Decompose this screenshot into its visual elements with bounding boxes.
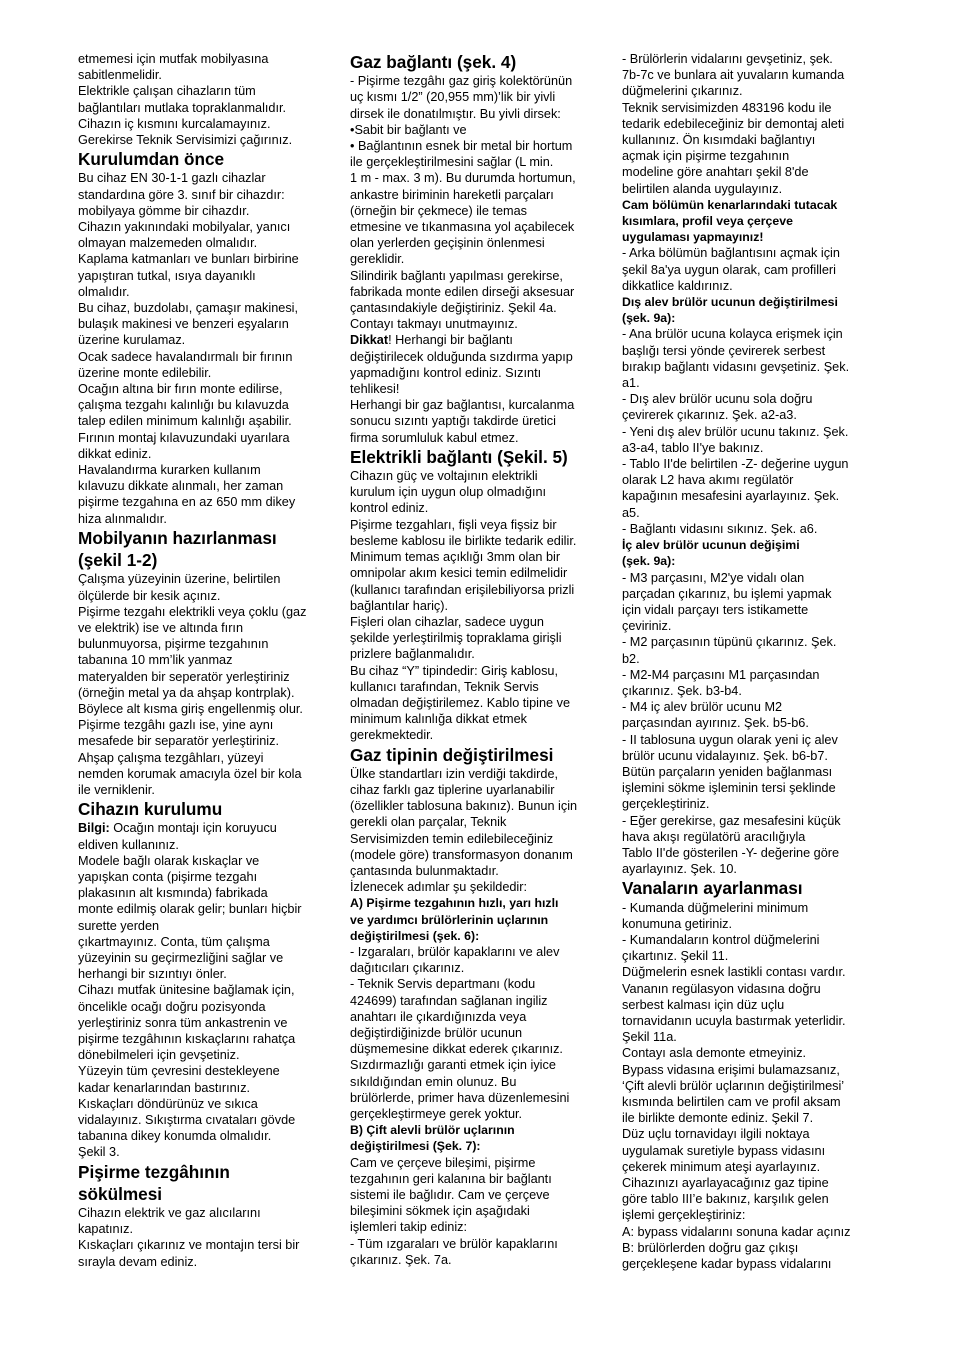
section-heading: sökülmesi xyxy=(78,1183,163,1204)
text-line: kurulum için uygun olup olmadığını xyxy=(350,485,547,500)
text-line: - Yeni dış alev brülör ucunu takınız. Şek. xyxy=(622,424,849,439)
text-line: çantasında bulunmaktadır. xyxy=(350,863,499,878)
text-line: a3-a4, tablo II'ye bakınız. xyxy=(622,440,764,455)
text-line: yapmadığını kontrol ediniz. Sızıntı xyxy=(350,365,542,380)
text-line xyxy=(350,332,604,348)
text-line: anahtarı ile çıkardığınızda veya xyxy=(350,1009,527,1024)
text-line: monte edilmiş olarak gelir; bunları hiçbir xyxy=(78,902,302,917)
text-line: • Bağlantının esnek bir metal bir hortum xyxy=(350,139,573,154)
text-line: Şekil 11a. xyxy=(622,1030,677,1045)
text-line: Tablo II'de gösterilen -Y- değerine göre xyxy=(622,845,840,860)
section-heading: Kurulumdan önce xyxy=(78,149,225,170)
text-line: yapıştıran tutkal, ısıya dayanıklı xyxy=(78,268,256,283)
text-line: 424699) tarafından sağlanan ingiliz xyxy=(350,993,548,1008)
text-line: üzerine kurulamaz. xyxy=(78,333,186,348)
text-line: fabrikada monte edilen dirseği aksesuar xyxy=(350,284,575,299)
text-line: nemden korumak amacıyla özel bir kola xyxy=(78,766,302,781)
text-line: tabanına dikey konumda olmalıdır. xyxy=(78,1129,272,1144)
text-line: Kıskaçları çıkarınız ve montajın tersi bir xyxy=(78,1238,300,1253)
text-line: Bu cihaz, buzdolabı, çamaşır makinesi, xyxy=(78,301,299,316)
text-line: - Brülörlerin vidalarını gevşetiniz, şek. xyxy=(622,52,833,66)
text-line: prizlere bağlanmalıdır. xyxy=(350,647,475,662)
text-line: kullanınız. Ön kısımdaki bağlantıyı xyxy=(622,133,816,148)
text-line: Cihazın güç ve voltajının elektrikli xyxy=(350,469,538,484)
text-line: Elektrikle çalışan cihazların tüm xyxy=(78,84,256,99)
text-line: yüzeyinin su geçirmezliğini sağlar ve xyxy=(78,950,284,965)
text-line: dikkat ediniz. xyxy=(78,446,152,461)
text-line: dirsek ile donatılmıştır. Bu yivli dirsek: xyxy=(350,106,561,121)
text-line: (özellikler tablosuna bakınız). Bunun için xyxy=(350,799,578,814)
text-line: firma sorumluluk kabul etmez. xyxy=(350,430,519,445)
text-line: tehlikesi! xyxy=(350,382,400,397)
text-line: işlemi gerçekleştiriniz: xyxy=(622,1208,746,1223)
text-line: Ülke standartları izin verdiği takdirde, xyxy=(350,766,559,781)
section-heading: Cihazın kurulumu xyxy=(78,799,223,820)
text-line: - Kumanda düğmelerini minimum xyxy=(622,900,809,915)
text-line: - M2 parçasının tüpünü çıkarınız. Şek. xyxy=(622,635,837,650)
text-line: - Ana brülör ucuna kolayca erişmek için xyxy=(622,327,843,342)
text-line: bağlantıları mutlaka topraklanmalıdır. xyxy=(78,100,287,115)
text-line: herhangi bir sızıntıyı önler. xyxy=(78,967,227,982)
text-line: - M4 iç alev brülör ucunu M2 xyxy=(622,700,783,715)
text-line: gerçekleşene kadar bypass vidalarını xyxy=(622,1257,832,1272)
text-line: kısmında belirtilen cam ve profil aksam xyxy=(622,1095,841,1109)
text-line: modeline göre anahtarı şekil 8'de xyxy=(622,165,809,180)
text-line: Düğmelerin esnek lastikli contası vardır. xyxy=(622,965,846,980)
text-line: Pişirme tezgahları, fişli veya fişsiz bir xyxy=(350,517,557,532)
text-line: a1. xyxy=(622,376,640,391)
text-line: etmesine ve tıkanmasına yol açabilecek xyxy=(350,220,575,235)
text-line: parçadan çıkarınız, bu işlemi yapmak xyxy=(622,586,832,601)
text-line: omnipolar akım kesici temin edilmelidir xyxy=(350,566,568,581)
bold-text-line: kısımlara, profil veya çerçeve xyxy=(622,214,793,229)
text-line: İzlenecek adımlar şu şekildedir: xyxy=(350,880,527,895)
text-line: Ahşap çalışma tezgâhları, yüzeyi xyxy=(78,750,264,765)
text-line: sırayla devam ediniz. xyxy=(78,1254,198,1269)
text-line: gereklidir. xyxy=(350,252,405,267)
text-line: talep edilen minimum kalınlığı aşabilir. xyxy=(78,414,292,429)
text-line: üzerine monte edilebilir. xyxy=(78,365,212,380)
text-line: Fişleri olan cihazlar, sadece uygun xyxy=(350,614,544,629)
text-line: materyalden bir seperatör yerleştiriniz xyxy=(78,669,290,684)
text-line: kullanıcı tarafından, Teknik Servis xyxy=(350,679,539,694)
text-line-rest: Ocağın montajı için koruyucu xyxy=(109,821,277,836)
text-line: ile gerçekleştirilmesini sağlar (L min. xyxy=(350,155,554,170)
text-line: Silindirik bağlantı yapılması gerekirse, xyxy=(350,268,563,283)
text-line: besleme kablosu ile birlikte tedarik edilir. xyxy=(350,533,577,548)
bold-text-line: Cam bölümün kenarlarındaki tutacak xyxy=(622,197,838,212)
text-line: Cihazı mutfak ünitesine bağlamak için, xyxy=(78,983,295,998)
text-line: pişirme tezgâhının kıskaçlarını rahatça xyxy=(78,1031,296,1046)
text-line: uygulamak suretiyle bypass vidasını xyxy=(622,1143,826,1158)
text-line: tornavidanın ucuyla bastırmak yeterlidir. xyxy=(622,1013,846,1028)
bold-lead-text: Bilgi: xyxy=(78,821,110,836)
text-line: kapatınız. xyxy=(78,1222,134,1237)
text-line: tedarik edebileceğiniz bir demontaj aleti xyxy=(622,116,845,131)
text-line: Cam ve çerçeve bileşimi, pişirme xyxy=(350,1155,536,1170)
text-line: (kullanıcı tarafından erişilebiliyorsa prizli xyxy=(350,582,575,597)
text-line: öncelikle ocağı doğru pozisyonda xyxy=(78,999,266,1014)
text-line-rest: ! Herhangi bir bağlantı xyxy=(388,333,513,348)
text-line: Havalandırma kurarken kullanım xyxy=(78,463,261,478)
text-line: olmadan değiştirilemez. Kablo tipine ve xyxy=(350,695,571,710)
text-line: Contayı asla demonte etmeyiniz. xyxy=(622,1046,807,1061)
text-line: çıkartmayınız. Conta, tüm çalışma xyxy=(78,934,270,949)
text-line: gerekli olan parçalar, Teknik xyxy=(350,815,507,830)
section-heading: Elektrikli bağlantı (Şekil. 5) xyxy=(350,446,568,467)
text-line: düşmemesine dikkat ederek çıkarınız. xyxy=(350,1042,563,1057)
text-line: bulunmuyorsa, pişirme tezgahının xyxy=(78,637,269,652)
bold-text-line: ve yardımcı brülörlerinin uçlarının xyxy=(350,912,549,927)
bold-text-line: değiştirilmesi (şek. 6): xyxy=(350,928,480,943)
text-line: bırakıp bağlantı vidasını gevşetiniz. Şek. xyxy=(622,359,850,374)
text-line: Teknik servisimizden 483196 kodu ile xyxy=(622,100,832,115)
text-line: serbest kalması için düz uçlu xyxy=(622,997,785,1012)
text-line: hiza alınmalıdır. xyxy=(78,511,167,526)
text-line: B: brülörlerden doğru gaz çıkışı xyxy=(622,1240,799,1255)
text-line: ankastre biriminin hareketli parçaları xyxy=(350,187,554,202)
text-line: Minimum temas açıklığı 3mm olan bir xyxy=(350,550,561,565)
text-line: Pişirme tezgahı elektrikli veya çoklu (gaz xyxy=(78,604,307,619)
text-line: - Kumandaların kontrol düğmelerini xyxy=(622,932,820,947)
text-line: Çalışma yüzeyinin üzerine, belirtilen xyxy=(78,572,281,587)
text-line: konumuna getiriniz. xyxy=(622,916,733,931)
text-line: düğmelerini çıkarınız. xyxy=(622,84,743,99)
text-line: ile verniklenir. xyxy=(78,782,155,797)
text-line: •Sabit bir bağlantı ve xyxy=(350,122,467,137)
text-line: işlemleri takip ediniz: xyxy=(350,1220,468,1235)
text-line: minimum kalınlığa dikkat etmek xyxy=(350,712,527,727)
text-line: cihaz farklı gaz tiplerine uyarlanabilir xyxy=(350,782,555,797)
text-line: Yüzeyin tüm çevresini destekleyene xyxy=(78,1064,280,1079)
text-line: değiştirilecek olduğunda sızdırma yapıp xyxy=(350,349,573,364)
text-line: ayarlayınız. Şek. 10. xyxy=(622,862,737,877)
text-line: - Izgaraları, brülör kapaklarını ve alev xyxy=(350,944,560,959)
text-line: olan yerlerden geçişinin önlenmesi xyxy=(350,236,545,251)
text-line: başlığı tersi yönde çevirerek serbest xyxy=(622,343,826,358)
text-line xyxy=(78,820,331,836)
text-line: Contayı takmayı unutmayınız. xyxy=(350,317,518,332)
section-heading: Gaz tipinin değiştirilmesi xyxy=(350,744,554,765)
text-line: kadar kenarlarından bastırınız. xyxy=(78,1080,251,1095)
text-line: Ocak sadece havalandırmalı bir fırının xyxy=(78,349,293,364)
text-line: ile birlikte demonte ediniz. Şekil 7. xyxy=(622,1111,814,1126)
text-line: çevirerek çıkarınız. Şek. a2-a3. xyxy=(622,408,797,423)
text-line: yapışkan conta (pişirme tezgahı xyxy=(78,869,258,884)
bold-text-line: A) Pişirme tezgahının hızlı, yarı hızlı xyxy=(350,896,559,911)
text-line: surette yerden xyxy=(78,918,160,933)
bold-text-line: B) Çift alevli brülör uçlarının xyxy=(350,1123,515,1138)
text-line: etmemesi için mutfak mobilyasına xyxy=(78,52,269,66)
text-line: çıkartınız. Şekil 11. xyxy=(622,949,729,964)
column-1 xyxy=(78,51,331,1270)
text-line: bağlantılar hariç). xyxy=(350,598,449,613)
text-line: kontrol ediniz. xyxy=(350,501,429,516)
text-line: ölçülerde bir kesik açınız. xyxy=(78,588,221,603)
bold-text-line: (şek. 9a): xyxy=(622,554,676,569)
text-line: işlemini sökme işleminin tersi şeklinde xyxy=(622,781,836,796)
text-line: Bu cihaz “Y” tipindedir: Giriş kablosu, xyxy=(350,663,559,678)
text-line: dağıtıcıları çıkarınız. xyxy=(350,961,465,976)
section-heading: Gaz bağlantı (şek. 4) xyxy=(350,52,517,72)
section-heading: (şekil 1-2) xyxy=(78,550,158,571)
text-line: eldiven kullanınız. xyxy=(78,837,179,852)
text-line: çantasındakiyle değiştiriniz. Şekil 4a. xyxy=(350,301,557,316)
text-line: - Pişirme tezgâhı gaz giriş kolektörünün xyxy=(350,74,573,89)
text-line: - Tablo II'de belirtilen -Z- değerine uygun xyxy=(622,457,849,472)
text-line: Gerekirse Teknik Servisimizi çağırınız. xyxy=(78,133,293,148)
text-line: göre tablo III’e bakınız, karşılık gelen xyxy=(622,1192,829,1207)
text-line: çalışma tezgahı kalınlığı bu kılavuzda xyxy=(78,398,289,413)
text-line: Ocağın altına bir fırın monte edilirse, xyxy=(78,382,283,397)
text-line: brülörlerde, primer hava düzenlemesini xyxy=(350,1090,570,1105)
text-line: çıkarınız. Şek. 7a. xyxy=(350,1252,452,1267)
text-line: Bütün parçaların yeniden bağlanması xyxy=(622,764,833,779)
text-line: bileşimini sökmek için aşağıdaki xyxy=(350,1204,530,1219)
text-line: (modele göre) transformasyon donanım xyxy=(350,847,573,862)
text-line: çıkarınız. Şek. b3-b4. xyxy=(622,683,742,698)
text-line: Pişirme tezgâhı gazlı ise, yine aynı xyxy=(78,718,274,733)
text-line: - Arka bölümün bağlantısını açmak için xyxy=(622,246,840,261)
text-line: Sızdırmazlığı garanti etmek için iyice xyxy=(350,1058,556,1073)
text-line: mobilyaya gömme bir cihazdır. xyxy=(78,203,250,218)
bold-text-line: değiştirilmesi (Şek. 7): xyxy=(350,1139,481,1154)
text-line: - Bağlantı vidasını sıkınız. Şek. a6. xyxy=(622,521,818,536)
text-line: olarak L2 hava akımı regülatör xyxy=(622,473,794,488)
text-line: pişirme tezgahına en az 650 mm dikey xyxy=(78,495,296,510)
text-line: Kaplama katmanları ve bunları birbirine xyxy=(78,252,299,267)
text-line: Cihazın iç kısmını kurcalamayınız. xyxy=(78,116,271,131)
text-line: gerekmektedir. xyxy=(350,728,434,743)
text-line: Şekil 3. xyxy=(78,1145,120,1160)
text-line: - II tablosuna uygun olarak yeni iç alev xyxy=(622,732,838,747)
text-line: çekerek minimum ateşi ayarlayınız. xyxy=(622,1159,821,1174)
text-line: (örneğin metal ya da ahşap kontrplak). xyxy=(78,685,295,700)
text-line: Cihazın elektrik ve gaz alıcılarını xyxy=(78,1206,261,1221)
text-line: 7b-7c ve bunlara ait yuvaların kumanda xyxy=(622,68,845,83)
text-line: gerçekleştirmeye gerek yoktur. xyxy=(350,1107,523,1121)
text-line: Bu cihaz EN 30-1-1 gazlı cihazlar xyxy=(78,171,266,186)
text-line: plakasının alt kısmında) fabrikada xyxy=(78,886,268,901)
bold-text-line: İç alev brülör ucunun değişimi xyxy=(622,538,800,553)
section-heading: Pişirme tezgâhının xyxy=(78,1161,230,1182)
text-line: tabanına 10 mm’lik yanmaz xyxy=(78,653,233,668)
bold-text-line: uygulaması yapmayınız! xyxy=(622,230,764,245)
text-line: vidalayınız. Sıkıştırma cıvataları gövde xyxy=(78,1113,296,1127)
text-line: Kıskaçları döndürünüz ve sıkıca xyxy=(78,1096,258,1111)
text-line: kapağının mesafesini ayarlayınız. Şek. xyxy=(622,489,840,504)
section-heading: Vanaların ayarlanması xyxy=(622,878,803,899)
text-line: ‘Çift alevli brülör uçlarının değiştirilmesi’ xyxy=(622,1078,845,1093)
text-line: brülör ucunu vidalayınız. Şek. b6-b7. xyxy=(622,748,828,763)
text-line: Böylece alt kısma giriş engellenmiş olur. xyxy=(78,701,303,716)
bold-text-line: Dış alev brülör ucunun değiştirilmesi xyxy=(622,295,838,310)
text-line: ve elektrik) ise ve altında fırın xyxy=(78,620,244,635)
text-line: Düz uçlu tornavidayı ilgili noktaya xyxy=(622,1127,810,1142)
text-line: yerleştiriniz sonra tüm ankastrenin ve xyxy=(78,1015,288,1030)
text-line: a5. xyxy=(622,505,640,520)
text-line: Bypass vidasına erişimi bulamazsanız, xyxy=(622,1062,840,1077)
text-line: parçasından ayırınız. Şek. b5-b6. xyxy=(622,716,809,731)
text-line: Herhangi bir gaz bağlantısı, kurcalanma xyxy=(350,398,575,413)
text-line: Vananın regülasyon vidasına doğru xyxy=(622,981,821,996)
text-line: - Eğer gerekirse, gaz mesafesini küçük xyxy=(622,813,841,828)
text-line: standardına göre 3. sınıf bir cihazdır: xyxy=(78,187,285,202)
text-line: açmak için pişirme tezgahının xyxy=(622,149,790,164)
text-line: uç kısmı 1/2” (20,955 mm)’lik bir yivli xyxy=(350,90,556,105)
text-line: dönebilmeleri için gevşetiniz. xyxy=(78,1048,240,1063)
text-line: Cihazınızı ayarlayacağınız gaz tipine xyxy=(622,1176,829,1191)
text-line: belirtilen alanda uygulayınız. xyxy=(622,181,783,196)
text-line: olmalıdır. xyxy=(78,284,130,299)
text-line: dikkatlice kaldırınız. xyxy=(622,278,733,293)
text-line: Servisimizden temin edilebileceğiniz xyxy=(350,831,554,846)
text-line: hava akışı regülatörü aracılığıyla xyxy=(622,829,806,844)
text-line: için vidalı parçayı ters istikamette xyxy=(622,602,809,617)
column-3 xyxy=(622,51,881,1272)
text-line: - M2-M4 parçasını M1 parçasından xyxy=(622,667,820,682)
text-line: sabitlenmelidir. xyxy=(78,68,162,83)
text-line: sonucu sızıntı yaptığı takdirde üretici xyxy=(350,414,556,429)
text-line: tezgahının geri kalanına bir bağlantı xyxy=(350,1171,552,1186)
text-line: çeviriniz. xyxy=(622,619,672,634)
text-line: Modele bağlı olarak kıskaçlar ve xyxy=(78,853,260,868)
text-line: Fırının montaj kılavuzundaki uyarılara xyxy=(78,430,290,445)
text-line: - Tüm ızgaraları ve brülör kapaklarını xyxy=(350,1236,558,1251)
text-line: - Teknik Servis departmanı (kodu xyxy=(350,977,536,992)
section-heading: Mobilyanın hazırlanması xyxy=(78,527,277,548)
text-line: şekil 8a'ya uygun olarak, cam profilleri xyxy=(622,262,836,277)
column-2 xyxy=(350,51,604,1268)
text-line: 1 m - max. 3 m). Bu durumda hortumun, xyxy=(350,171,576,186)
text-line: mesafede bir separatör yerleştiriniz. xyxy=(78,734,279,749)
text-line: Cihazın yakınındaki mobilyalar, yanıcı xyxy=(78,220,291,235)
text-line: A: bypass vidalarını sonuna kadar açınız xyxy=(622,1224,851,1239)
text-line: - M3 parçasını, M2'ye vidalı olan xyxy=(622,570,805,585)
text-line: - Dış alev brülör ucunu sola doğru xyxy=(622,392,813,407)
text-line: değiştirdiğinizde brülör ucunun xyxy=(350,1025,523,1040)
text-line: (örneğin bir çekmece) ile temas xyxy=(350,203,527,218)
bold-lead-text: Dikkat xyxy=(350,333,389,348)
text-line: şekilde yerleştirilmiş topraklama girişli xyxy=(350,631,562,646)
text-line: bulaşık makinesi ve benzeri eşyaların xyxy=(78,317,289,332)
text-line: sıkıldığından emin olunuz. Bu xyxy=(350,1074,517,1089)
text-line: kılavuzu dikkate alınmalı, her zaman xyxy=(78,479,284,494)
text-line: olmayan malzemeden olmalıdır. xyxy=(78,236,258,251)
text-line: sistemi ile bağlıdır. Cam ve çerçeve xyxy=(350,1188,550,1203)
text-line: gerçekleştiriniz. xyxy=(622,797,710,812)
text-line: b2. xyxy=(622,651,640,666)
bold-text-line: (şek. 9a): xyxy=(622,311,676,326)
